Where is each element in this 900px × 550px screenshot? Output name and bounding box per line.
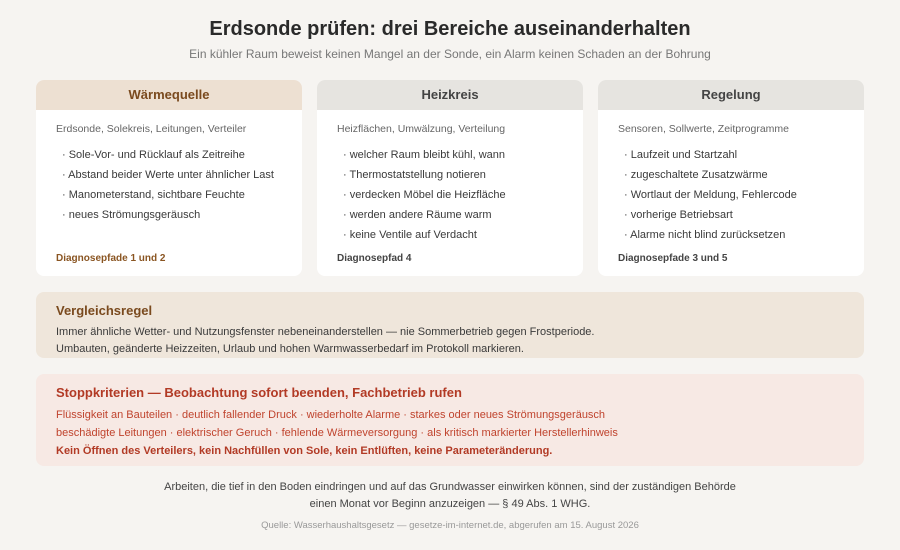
- card-footer: Diagnosepfade 1 und 2: [56, 253, 166, 264]
- list-item: · Laufzeit und Startzahl: [624, 149, 738, 161]
- list-item: · Thermostatstellung notieren: [343, 169, 486, 181]
- list-item: · Sole-Vor- und Rücklauf als Zeitreihe: [62, 149, 245, 161]
- card-subtitle: Heizflächen, Umwälzung, Verteilung: [337, 123, 506, 135]
- list-item: · Wortlaut der Meldung, Fehlercode: [624, 189, 797, 201]
- stop-title: Stoppkriterien — Beobachtung sofort beenden, Fachbetrieb rufen: [56, 385, 462, 400]
- card-checklist: [56, 148, 286, 228]
- note-line: einen Monat vor Beginn anzuzeigen — § 49 Abs. 1 WHG.: [309, 498, 591, 510]
- source-citation: Quelle: Wasserhaushaltsgesetz — gesetze-im-internet.de, abgerufen am 15. August 2026: [261, 520, 639, 531]
- card-checklist: [618, 148, 848, 248]
- list-item: · Alarme nicht blind zurücksetzen: [624, 229, 786, 241]
- list-item: · vorherige Betriebsart: [624, 209, 733, 221]
- list-item: · welcher Raum bleibt kühl, wann: [343, 149, 506, 161]
- card-title: Heizkreis: [317, 80, 583, 110]
- legal-note: [0, 479, 900, 513]
- card-heizkreis: [317, 80, 583, 276]
- rule-line: Umbauten, geänderte Heizzeiten, Urlaub und hohen Warmwasserbedarf im Protokoll markieren.: [56, 343, 524, 355]
- comparison-rule-panel: [36, 292, 864, 358]
- card-title: Regelung: [598, 80, 864, 110]
- card-regelung: [598, 80, 864, 276]
- stop-warning: Kein Öffnen des Verteilers, kein Nachfüllen von Sole, kein Entlüften, keine Parameteränderung.: [56, 445, 553, 457]
- stop-line: beschädigte Leitungen · elektrischer Geruch · fehlende Wärmeversorgung · als kritisch markierter Herstellerhinweis: [56, 427, 618, 439]
- stop-line: Flüssigkeit an Bauteilen · deutlich fallender Druck · wiederholte Alarme · starkes oder neues Strömungsgeräusch: [56, 409, 606, 421]
- list-item: · zugeschaltete Zusatzwärme: [624, 169, 768, 181]
- note-line: Arbeiten, die tief in den Boden eindringen und auf das Grundwasser einwirken können, sind der zuständigen Behörde: [164, 481, 736, 493]
- rule-line: Immer ähnliche Wetter- und Nutzungsfenster nebeneinanderstellen — nie Sommerbetrieb gegen Frostperiode.: [56, 326, 595, 338]
- page-subtitle: Ein kühler Raum beweist keinen Mangel an der Sonde, ein Alarm keinen Schaden an der Bohrung: [189, 47, 711, 61]
- page-title: Erdsonde prüfen: drei Bereiche auseinanderhalten: [209, 18, 691, 40]
- list-item: · neues Strömungsgeräusch: [62, 209, 201, 221]
- card-subtitle: Erdsonde, Solekreis, Leitungen, Verteiler: [56, 123, 247, 135]
- list-item: · Abstand beider Werte unter ähnlicher Last: [62, 169, 274, 181]
- rule-title: Vergleichsregel: [56, 303, 153, 318]
- card-footer: Diagnosepfad 4: [337, 253, 412, 264]
- card-title: Wärmequelle: [36, 80, 302, 110]
- card-waermequelle: [36, 80, 302, 276]
- card-footer: Diagnosepfade 3 und 5: [618, 253, 728, 264]
- list-item: · werden andere Räume warm: [343, 209, 492, 221]
- card-subtitle: Sensoren, Sollwerte, Zeitprogramme: [618, 123, 789, 135]
- area-cards: [36, 80, 864, 276]
- list-item: · verdecken Möbel die Heizfläche: [343, 189, 506, 201]
- list-item: · Manometerstand, sichtbare Feuchte: [62, 189, 245, 201]
- stop-criteria-panel: [36, 374, 864, 466]
- card-checklist: [337, 148, 567, 248]
- list-item: · keine Ventile auf Verdacht: [343, 229, 477, 241]
